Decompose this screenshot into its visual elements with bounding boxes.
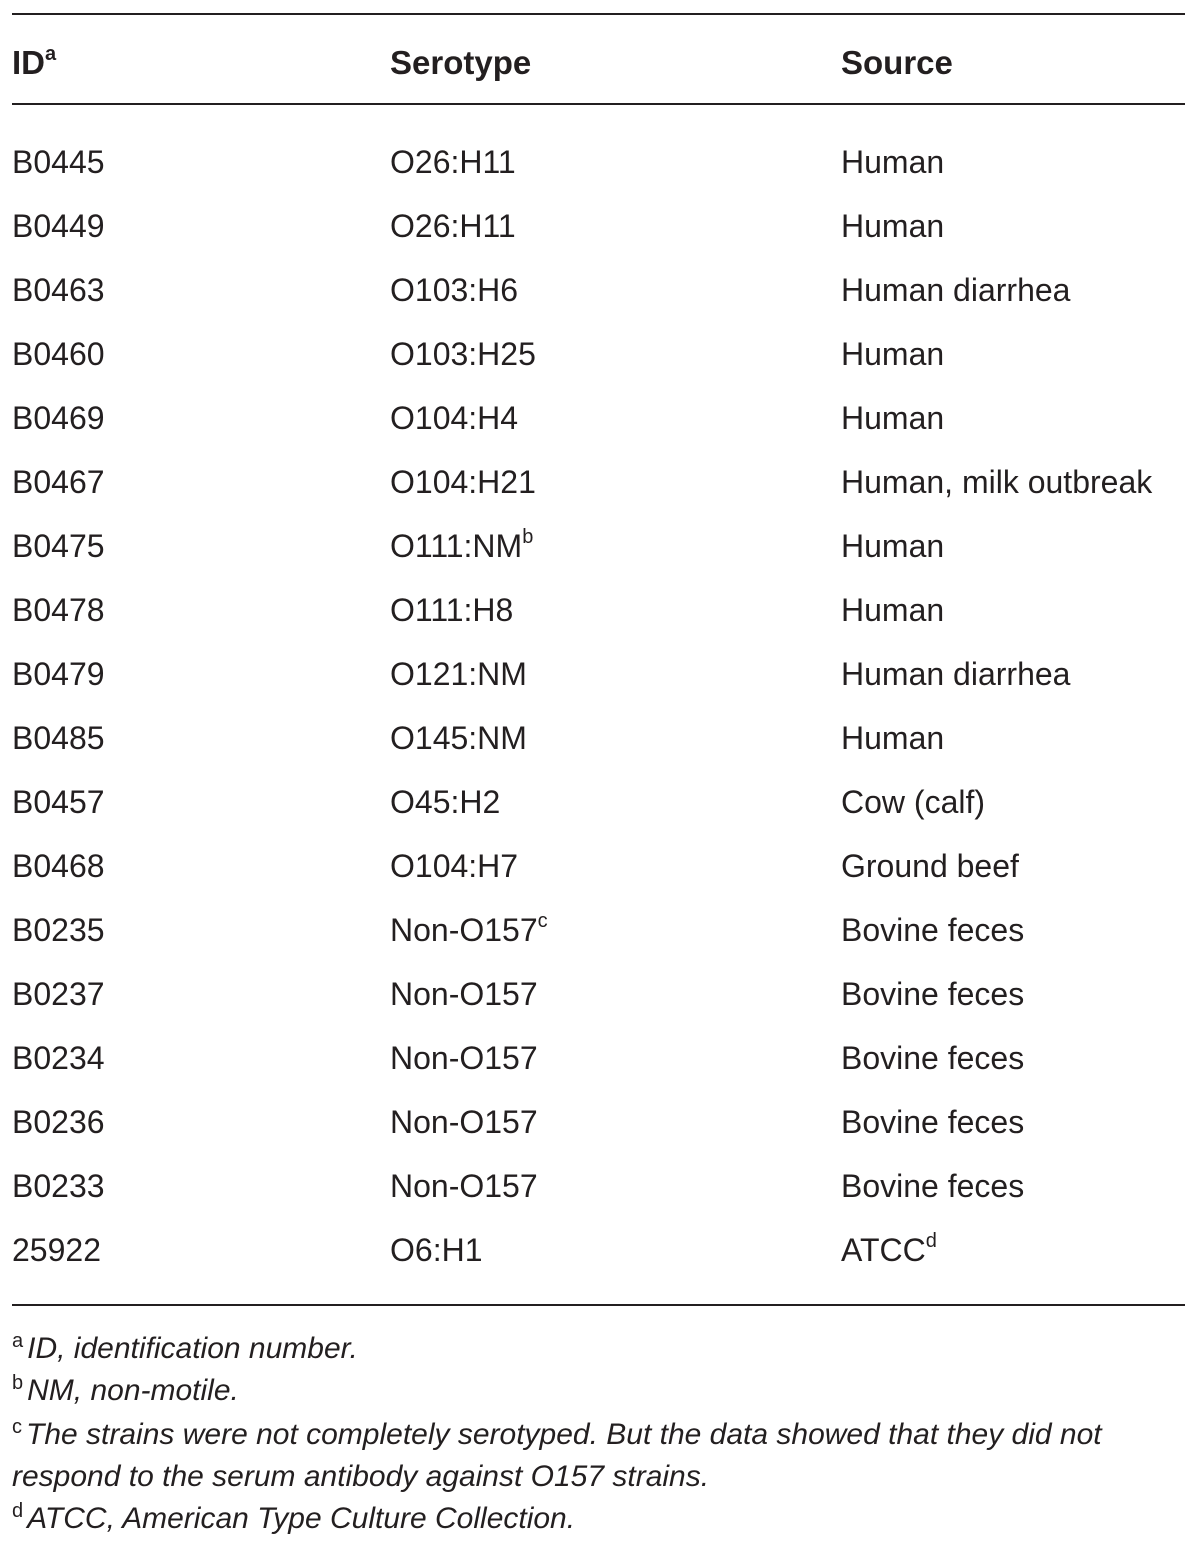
cell-serotype — [390, 782, 500, 822]
footnote-a — [12, 1328, 1192, 1370]
cell-id — [12, 1038, 105, 1078]
footnote-marker: c — [537, 910, 548, 933]
footnote-text: NM, non-motile. — [27, 1374, 239, 1407]
cell-serotype — [390, 526, 533, 566]
cell-source — [841, 846, 1019, 886]
cell-serotype-text: O104:H4 — [390, 400, 519, 436]
cell-serotype-text: Non-O157 — [390, 976, 538, 1012]
cell-source — [841, 718, 944, 758]
cell-id-text: B0460 — [12, 336, 105, 372]
cell-source — [841, 782, 985, 822]
cell-source — [841, 1166, 1024, 1206]
cell-serotype-text: O45:H2 — [390, 784, 501, 820]
cell-id-text: B0236 — [12, 1104, 105, 1140]
cell-source — [841, 462, 1152, 502]
cell-serotype — [390, 142, 516, 182]
cell-source — [841, 590, 944, 630]
cell-serotype-text: O26:H11 — [390, 208, 516, 244]
footnote-b — [12, 1370, 1192, 1412]
cell-id-text: 25922 — [12, 1232, 101, 1268]
cell-id — [12, 270, 105, 310]
cell-id — [12, 142, 105, 182]
cell-id-text: B0467 — [12, 464, 105, 500]
column-header-serotype-text: Serotype — [390, 44, 532, 81]
cell-id-text: B0485 — [12, 720, 105, 756]
table-top-rule — [12, 13, 1185, 15]
cell-id — [12, 974, 105, 1014]
cell-id-text: B0233 — [12, 1168, 105, 1204]
cell-id-text: B0463 — [12, 272, 105, 308]
cell-serotype-text: O111:H8 — [390, 592, 514, 628]
cell-source — [841, 974, 1024, 1014]
cell-id — [12, 398, 105, 438]
cell-serotype — [390, 1230, 482, 1270]
cell-serotype-text: Non-O157 — [390, 1040, 538, 1076]
column-header-id — [12, 43, 56, 83]
cell-source-text: Human diarrhea — [841, 656, 1071, 692]
cell-id — [12, 206, 105, 246]
cell-id — [12, 846, 105, 886]
cell-source-text: Bovine feces — [841, 1168, 1025, 1204]
cell-serotype — [390, 590, 513, 630]
cell-serotype-text: O103:H6 — [390, 272, 519, 308]
footnote-marker: a — [45, 43, 57, 65]
cell-serotype — [390, 334, 536, 374]
table-bottom-rule — [12, 1304, 1185, 1306]
cell-serotype — [390, 1166, 538, 1206]
cell-serotype-text: O6:H1 — [390, 1232, 483, 1268]
cell-id-text: B0235 — [12, 912, 105, 948]
cell-id — [12, 782, 105, 822]
footnote-d — [12, 1498, 1192, 1540]
cell-id-text: B0479 — [12, 656, 105, 692]
footnote-marker: d — [925, 1230, 937, 1253]
footnote-mark: c — [12, 1416, 22, 1438]
footnote-marker: b — [522, 526, 534, 549]
cell-serotype — [390, 910, 548, 950]
column-header-id-text: ID — [12, 44, 45, 81]
cell-serotype-text: O111:NM — [390, 528, 523, 564]
cell-serotype-text: O103:H25 — [390, 336, 536, 372]
cell-id-text: B0478 — [12, 592, 105, 628]
column-header-source — [841, 43, 953, 83]
cell-id — [12, 462, 105, 502]
cell-serotype — [390, 270, 518, 310]
footnote-mark: a — [12, 1330, 24, 1352]
cell-id-text: B0234 — [12, 1040, 105, 1076]
cell-source-text: Human diarrhea — [841, 272, 1071, 308]
cell-serotype — [390, 846, 518, 886]
cell-source-text: Bovine feces — [841, 976, 1025, 1012]
column-header-serotype — [390, 43, 531, 83]
cell-source — [841, 334, 944, 374]
cell-serotype — [390, 654, 527, 694]
cell-id-text: B0475 — [12, 528, 105, 564]
cell-id — [12, 334, 105, 374]
cell-source-text: Human — [841, 336, 945, 372]
footnote-text: ID, identification number. — [27, 1332, 358, 1365]
cell-id — [12, 654, 105, 694]
cell-id — [12, 526, 105, 566]
cell-serotype-text: O145:NM — [390, 720, 527, 756]
cell-id — [12, 718, 105, 758]
header-bottom-rule — [12, 103, 1185, 105]
cell-source-text: Human — [841, 144, 945, 180]
cell-id-text: B0469 — [12, 400, 105, 436]
footnote-text: ATCC, American Type Culture Collection. — [27, 1502, 576, 1535]
footnote-text: The strains were not completely serotyped. But the data showed that they did not respond to the serum antibody against O157 strains. — [12, 1418, 1102, 1493]
cell-source-text: Bovine feces — [841, 912, 1025, 948]
cell-source-text: Cow (calf) — [841, 784, 986, 820]
cell-serotype-text: Non-O157 — [390, 912, 538, 948]
cell-source — [841, 270, 1070, 310]
column-header-source-text: Source — [841, 44, 953, 81]
cell-source — [841, 654, 1070, 694]
cell-source-text: Human — [841, 528, 945, 564]
cell-serotype-text: O104:H21 — [390, 464, 536, 500]
cell-id — [12, 590, 105, 630]
cell-source — [841, 1230, 937, 1270]
cell-serotype — [390, 974, 538, 1014]
cell-serotype — [390, 1038, 538, 1078]
cell-id — [12, 1230, 101, 1270]
cell-source — [841, 398, 944, 438]
footnote-mark: b — [12, 1372, 24, 1394]
cell-id — [12, 910, 105, 950]
cell-source-text: Bovine feces — [841, 1040, 1025, 1076]
cell-source-text: Human — [841, 400, 945, 436]
cell-serotype — [390, 1102, 538, 1142]
cell-serotype-text: O121:NM — [390, 656, 527, 692]
cell-serotype-text: Non-O157 — [390, 1104, 538, 1140]
cell-source-text: Human — [841, 208, 945, 244]
cell-serotype-text: O26:H11 — [390, 144, 516, 180]
cell-source — [841, 142, 944, 182]
cell-source-text: Human — [841, 592, 945, 628]
cell-id-text: B0457 — [12, 784, 105, 820]
cell-source — [841, 910, 1024, 950]
cell-serotype — [390, 462, 536, 502]
cell-serotype-text: O104:H7 — [390, 848, 519, 884]
cell-source-text: Bovine feces — [841, 1104, 1025, 1140]
cell-source — [841, 206, 944, 246]
cell-source — [841, 1038, 1024, 1078]
cell-source-text: Human, milk outbreak — [841, 464, 1153, 500]
cell-source — [841, 1102, 1024, 1142]
cell-id-text: B0449 — [12, 208, 105, 244]
cell-serotype — [390, 206, 516, 246]
cell-serotype — [390, 718, 527, 758]
cell-id-text: B0445 — [12, 144, 105, 180]
cell-source-text: ATCC — [841, 1232, 926, 1268]
cell-id — [12, 1166, 105, 1206]
cell-source — [841, 526, 944, 566]
cell-serotype — [390, 398, 518, 438]
footnote-c — [12, 1414, 1192, 1498]
cell-serotype-text: Non-O157 — [390, 1168, 538, 1204]
footnote-mark: d — [12, 1500, 24, 1522]
cell-id-text: B0237 — [12, 976, 105, 1012]
cell-id — [12, 1102, 105, 1142]
cell-source-text: Human — [841, 720, 945, 756]
cell-source-text: Ground beef — [841, 848, 1019, 884]
cell-id-text: B0468 — [12, 848, 105, 884]
